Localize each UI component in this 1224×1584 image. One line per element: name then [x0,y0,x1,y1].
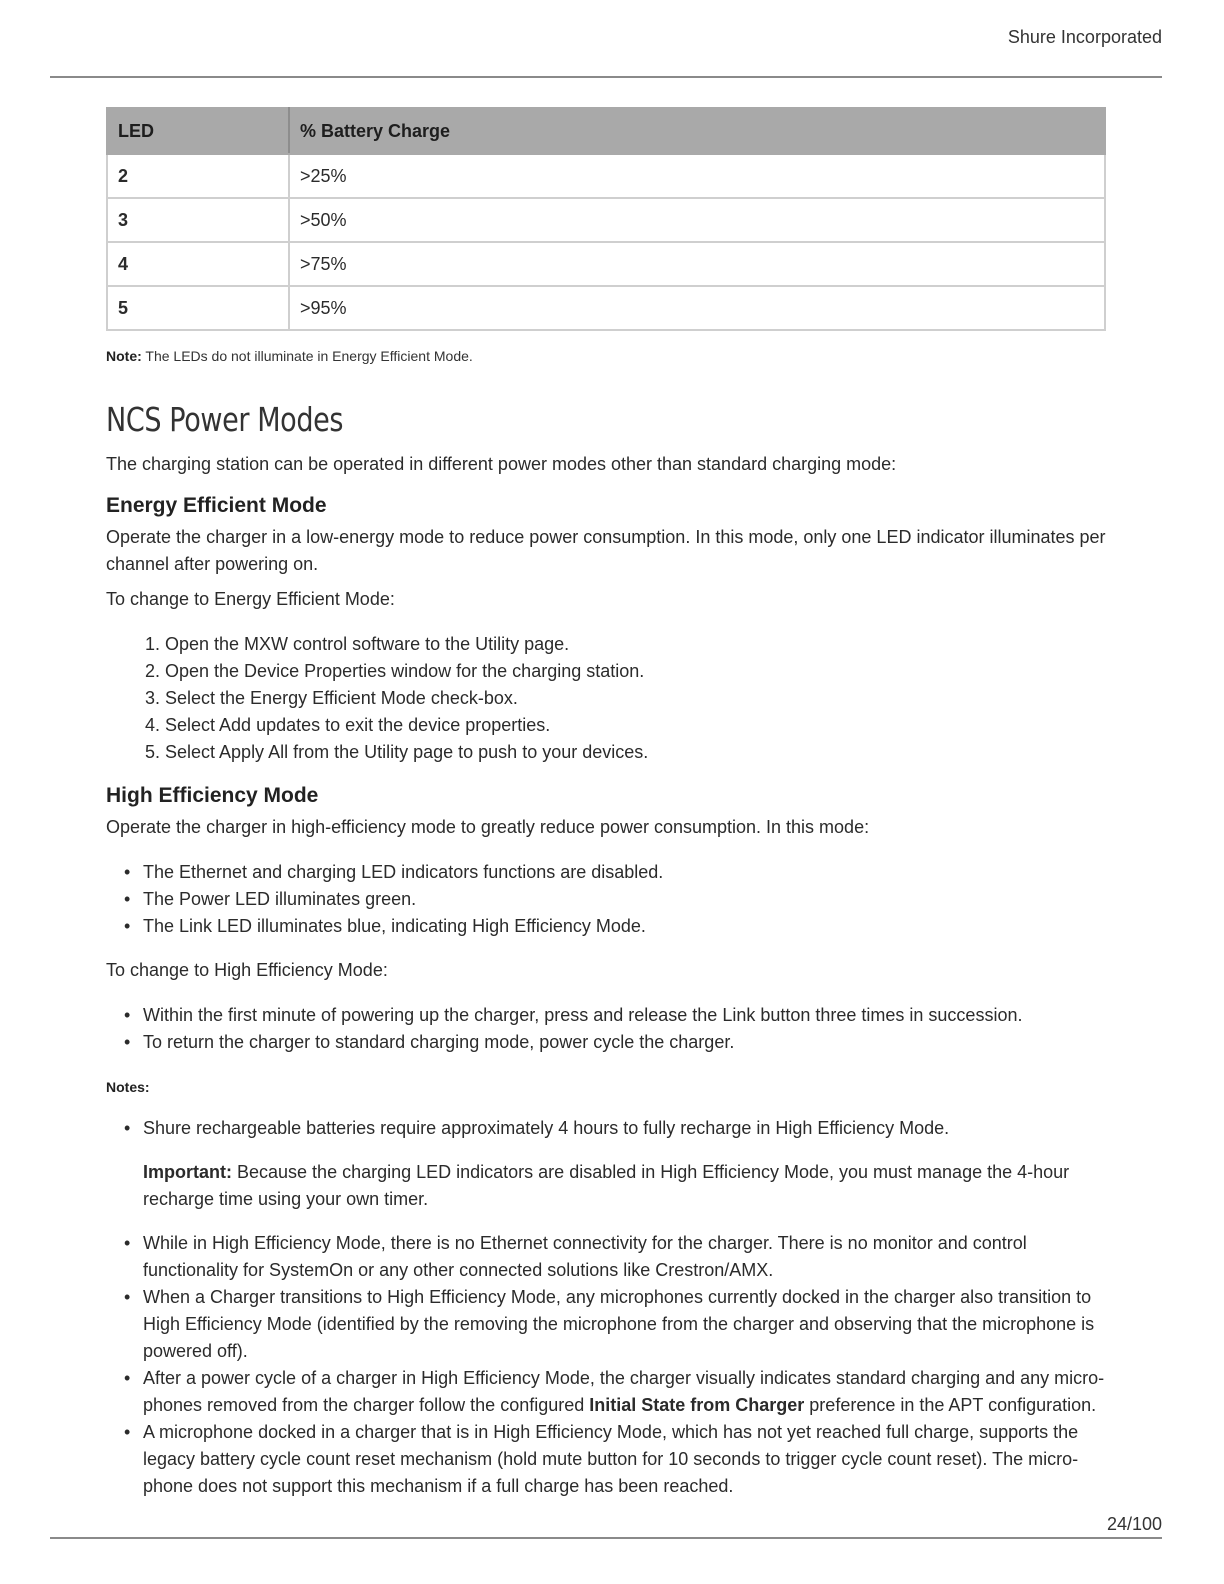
notes-label: Notes: [106,1079,150,1095]
energy-steps [106,631,1106,766]
led-battery-table [106,107,1106,331]
high-heading: High Efficiency Mode [106,784,319,807]
list-item: 5. Select Apply All from the Utility page to push to your devices. [165,739,1106,766]
note-text: preference in the APT configuration. [804,1395,1097,1415]
high-change-bullets [106,1002,1106,1056]
table-header-row [107,108,1105,154]
list-item: • The Power LED illuminates green. [143,886,1106,913]
list-item [143,1115,1106,1213]
high-bullets [106,859,1106,940]
table-cell-charge: >50% [289,198,1105,242]
list-item: • To return the charger to standard charging mode, power cycle the charger. [143,1029,1106,1056]
note-bold-term: Initial State from Charger [589,1395,805,1415]
table-cell-led: 5 [107,286,289,330]
table-row [107,286,1105,330]
section-intro: The charging station can be operated in different power modes other than standard charging mode: [106,454,897,474]
header-divider [50,76,1162,78]
table-cell-led: 2 [107,154,289,198]
list-item: • The Ethernet and charging LED indicators functions are disabled. [143,859,1106,886]
table-cell-charge: >95% [289,286,1105,330]
list-item: • Within the first minute of powering up the charger, press and release the Link button three times in succession. [143,1002,1106,1029]
table-row [107,198,1105,242]
table-row [107,242,1105,286]
energy-description: Operate the charger in a low-energy mode to reduce power consumption. In this mode, only one LED indicator illuminates per channel after powering on. [106,527,1106,574]
table-cell-charge: >75% [289,242,1105,286]
table-header-charge: % Battery Charge [289,108,1105,154]
note-text: After a power cycle of a charger in High Efficiency Mode, the charger visually indicates standard charging and any microphones removed from the charger follow the configured [143,1368,1105,1415]
page-content [106,107,1106,1500]
energy-change-intro: To change to Energy Efficient Mode: [106,589,395,609]
table-header-led: LED [107,108,289,154]
list-item: 4. Select Add updates to exit the device properties. [165,712,1106,739]
list-item: • When a Charger transitions to High Efficiency Mode, any microphones currently docked in the charger also transition to High Efficiency Mode (identified by the removing the microphone from the charger and observing that the microphone is powered off). [143,1284,1106,1365]
high-description: Operate the charger in high-efficiency mode to greatly reduce power consumption. In this mode: [106,817,870,837]
important-text: Because the charging LED indicators are disabled in High Efficiency Mode, you must manage the 4-hour recharge time using your own timer. [143,1162,1070,1209]
high-notes [106,1115,1106,1500]
note-text: The LEDs do not illuminate in Energy Efficient Mode. [141,348,473,364]
table-cell-led: 3 [107,198,289,242]
list-item: • The Link LED illuminates blue, indicating High Efficiency Mode. [143,913,1106,940]
table-note [106,348,1106,364]
list-item: 3. Select the Energy Efficient Mode check-box. [165,685,1106,712]
footer-divider [50,1537,1162,1539]
high-change-intro: To change to High Efficiency Mode: [106,960,388,980]
list-item: 1. Open the MXW control software to the Utility page. [165,631,1106,658]
header-company: Shure Incorporated [1007,27,1162,47]
note-label: Note: [106,348,142,364]
list-item [143,1365,1106,1419]
important-note [143,1159,1106,1213]
list-item: • While in High Efficiency Mode, there is no Ethernet connectivity for the charger. There is no monitor and control functionality for SystemOn or any other connected solutions like Crestron/AMX. [143,1230,1106,1284]
note-text: Shure rechargeable batteries require approximately 4 hours to fully recharge in High Efficiency Mode. [143,1118,950,1138]
list-item: 2. Open the Device Properties window for the charging station. [165,658,1106,685]
table-cell-charge: >25% [289,154,1105,198]
section-title: NCS Power Modes [106,400,344,439]
page-number: 24/100 [1106,1514,1162,1534]
table-row [107,154,1105,198]
important-label: Important: [143,1162,232,1182]
energy-heading: Energy Efficient Mode [106,494,327,517]
table-cell-led: 4 [107,242,289,286]
list-item: • A microphone docked in a charger that is in High Efficiency Mode, which has not yet reached full charge, supports the legacy battery cycle count reset mechanism (hold mute button for 10 seconds to trigger cycle count reset). The microphone does not support this mechanism if a full charge has been reached. [143,1419,1106,1500]
